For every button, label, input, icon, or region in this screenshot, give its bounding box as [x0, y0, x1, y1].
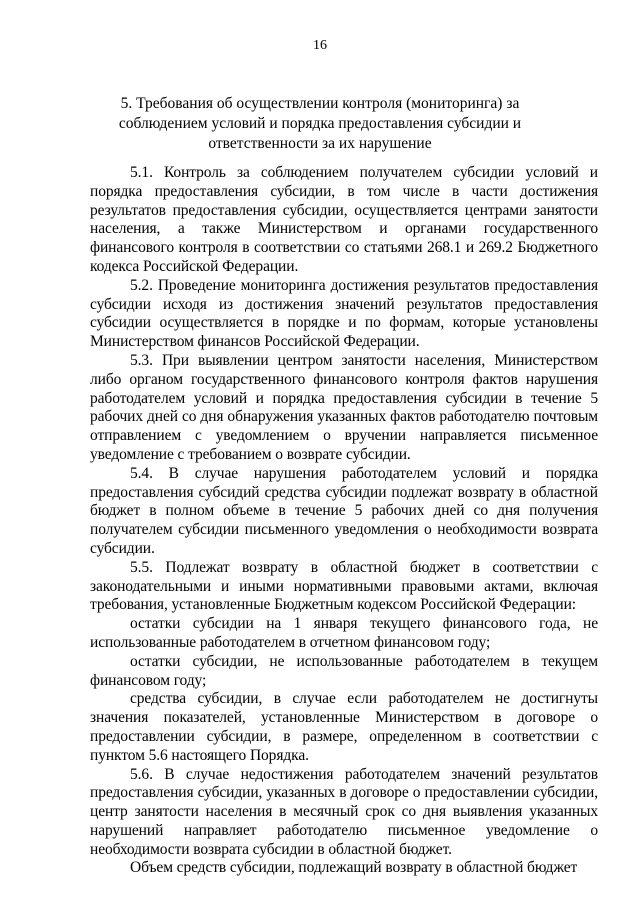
- paragraph-5-4: 5.4. В случае нарушения работодателем условий и порядка предоставления субсидий средства субсидии подлежат возврату в областной бюджет в полном объеме в течение 5 рабочих дней со дня получения получателем субсидии письменного уведомления о необходимости возврата субсидии.: [90, 464, 598, 557]
- paragraph-5-3: 5.3. При выявлении центром занятости населения, Министерством либо органом государственного финансового контроля фактов нарушения работодателем условий и порядка предоставления субсидии в течение 5 рабочих дней со дня обнаружения указанных фактов работодателю почтовым отправлением с уведомлением о вручении направляется письменное уведомление с требованием о возврате субсидии.: [90, 351, 598, 463]
- document-body: [90, 164, 598, 878]
- paragraph-5-1: 5.1. Контроль за соблюдением получателем субсидии условий и порядка предоставления субсидии, в том числе в части достижения результатов предоставления субсидии, осуществляется центрами занятости населения, а также Министерством и органами государственного финансового контроля в соответствии со статьями 268.1 и 269.2 Бюджетного кодекса Российской Федерации.: [90, 164, 598, 275]
- paragraph-5-2: 5.2. Проведение мониторинга достижения результатов предоставления субсидии исходя из достижения значений результатов предоставления субсидии осуществляется в порядке и по формам, которые установлены Министерством финансов Российской Федерации.: [90, 276, 598, 351]
- section-heading-line: соблюдением условий и порядка предоставления субсидии и: [118, 115, 522, 132]
- section-heading: [110, 94, 530, 154]
- page-number: 16: [313, 38, 327, 53]
- paragraph-list-item-2: остатки субсидии, не использованные работодателем в текущем финансовом году;: [90, 652, 598, 689]
- paragraph-refund-volume: Объем средств субсидии, подлежащий возврату в областной бюджет: [130, 859, 578, 877]
- paragraph-5-5: 5.5. Подлежат возврату в областной бюджет в соответствии с законодательными и иными нормативными правовыми актами, включая требования, установленные Бюджетным кодексом Российской Федерации:: [90, 558, 598, 614]
- paragraph-5-6: 5.6. В случае недостижения работодателем значений результатов предоставления субсидии, указанных в договоре о предоставлении субсидии, центр занятости населения в месячный срок со дня выявления указанных нарушений направляет работодателю письменное уведомление о необходимости возврата субсидии в областной бюджет.: [90, 765, 598, 858]
- paragraph-list-item-3: средства субсидии, в случае если работодателем не достигнуты значения показателей, установленные Министерством в договоре о предоставлении субсидии, в размере, определенном в соответствии с пунктом 5.6 настоящего Порядка.: [90, 690, 598, 764]
- section-heading-line: 5. Требования об осуществлении контроля (мониторинга) за: [120, 95, 520, 112]
- paragraph-list-item-1: остатки субсидии на 1 января текущего финансового года, не использованные работодателем в отчетном финансовом году;: [90, 615, 598, 651]
- section-heading-line: ответственности за их нарушение: [208, 135, 432, 152]
